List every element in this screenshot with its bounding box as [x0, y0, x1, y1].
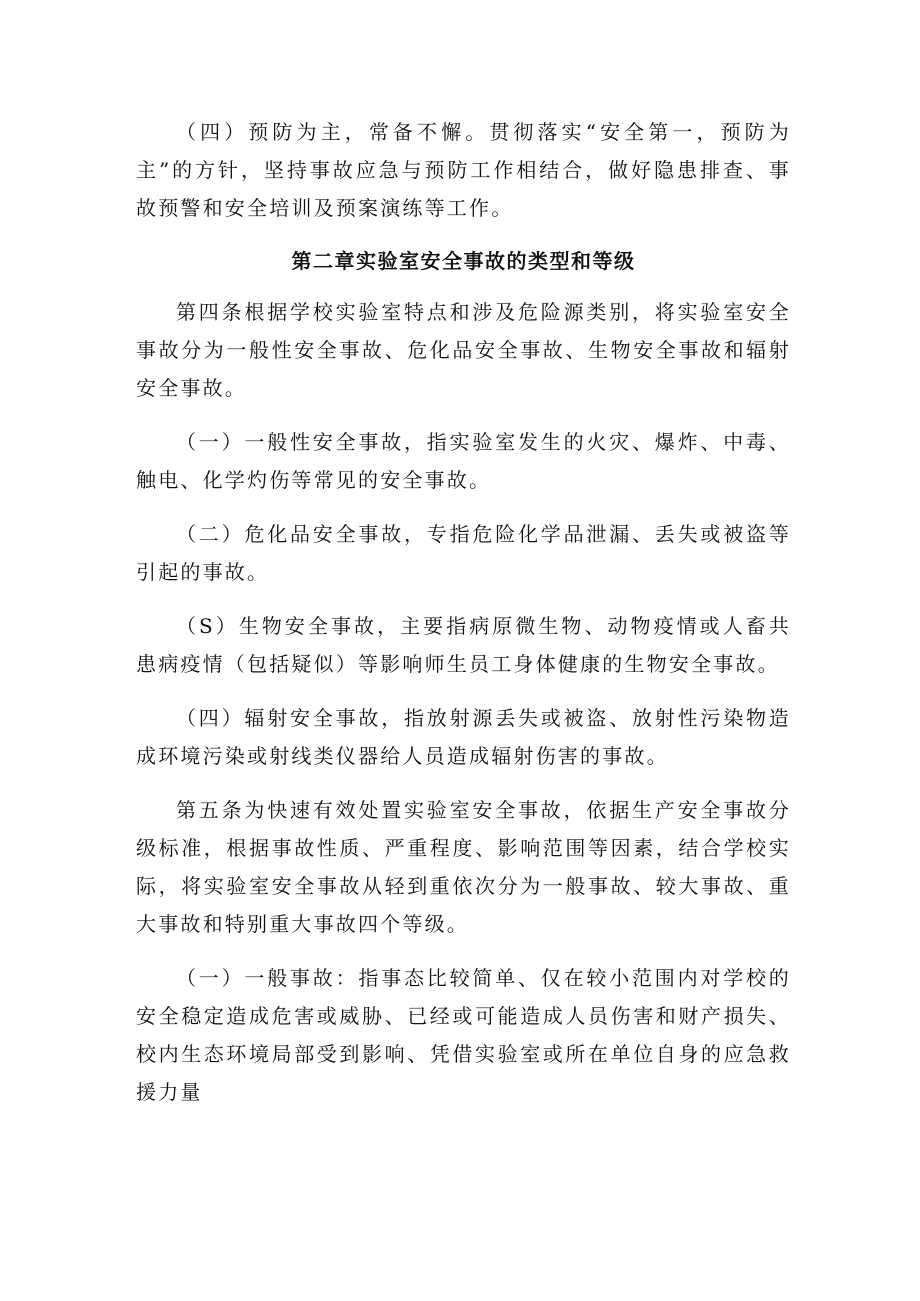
paragraph-article-5: 第五条为快速有效处置实验室安全事故，依据生产安全事故分级标准，根据事故性质、严重程度、影响范围等因素，结合学校实际，将实验室安全事故从轻到重依次分为一般事故、较大事故、重大事故和特别重大事故四个等级。: [136, 798, 791, 936]
paragraph-hazardous-chemical-accident: （二）危化品安全事故，专指危险化学品泄漏、丢失或被盗等引起的事故。: [136, 522, 791, 584]
document-page: [136, 113, 791, 1127]
paragraph-radiation-accident: （四）辐射安全事故，指放射源丢失或被盗、放射性污染物造成环境污染或射线类仪器给人员造成辐射伤害的事故。: [136, 706, 791, 768]
paragraph-general-safety-accident: （一）一般性安全事故，指实验室发生的火灾、爆炸、中毒、触电、化学灼伤等常见的安全事故。: [136, 430, 791, 492]
paragraph-general-accident-level: （一）一般事故：指事态比较简单、仅在较小范围内对学校的安全稳定造成危害或威胁、已经或可能造成人员伤害和财产损失、校内生态环境局部受到影响、凭借实验室或所在单位自身的应急救援力量: [136, 966, 791, 1104]
paragraph-article-4: 第四条根据学校实验室特点和涉及危险源类别，将实验室安全事故分为一般性安全事故、危化品安全事故、生物安全事故和辐射安全事故。: [136, 300, 791, 400]
chapter-heading: 第二章实验室安全事故的类型和等级: [291, 249, 636, 273]
paragraph-prevention-principle: （四）预防为主，常备不懈。贯彻落实“安全第一，预防为主”的方针，坚持事故应急与预防工作相结合，做好隐患排查、事故预警和安全培训及预案演练等工作。: [136, 120, 791, 220]
paragraph-biosafety-accident: （S）生物安全事故，主要指病原微生物、动物疫情或人畜共患病疫情（包括疑似）等影响师生员工身体健康的生物安全事故。: [136, 614, 791, 676]
